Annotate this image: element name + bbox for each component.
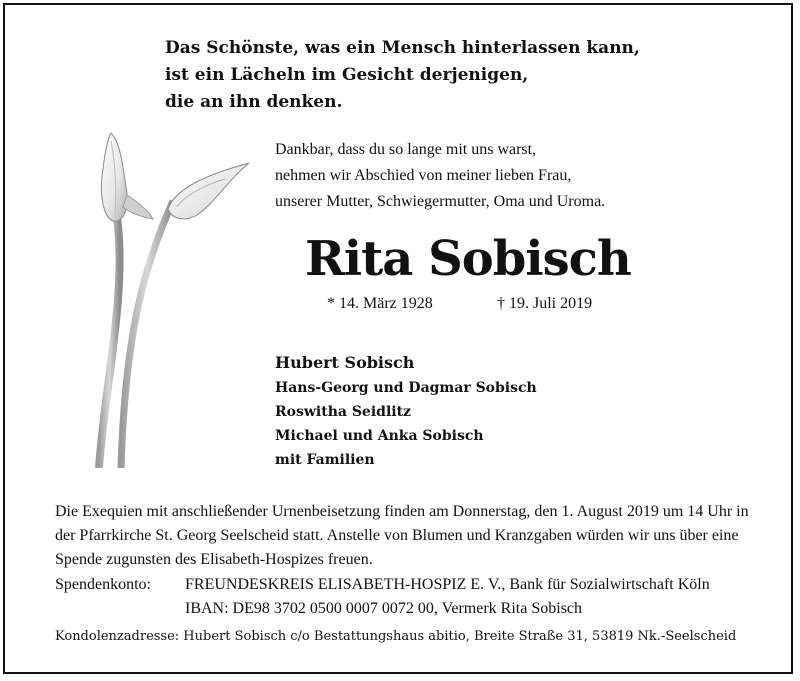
- birth-date: * 14. März 1928: [327, 295, 433, 312]
- donation-iban: IBAN: DE98 3702 0500 0007 0072 00, Vermerk Rita Sobisch: [185, 600, 583, 617]
- quote-line: ist ein Lächeln im Gesicht derjenigen,: [165, 65, 529, 85]
- mourners-list: [275, 350, 537, 472]
- mourner-primary: Hubert Sobisch: [275, 353, 415, 372]
- intro-text: [275, 137, 605, 215]
- donation-label: Spendenkonto:: [55, 576, 151, 593]
- quote-line: die an ihn denken.: [165, 92, 343, 112]
- deceased-name: Rita Sobisch: [305, 231, 631, 287]
- death-date: † 19. Juli 2019: [497, 295, 593, 312]
- condolence-address: Kondolenzadresse: Hubert Sobisch c/o Bestattungshaus abitio, Breite Straße 31, 53819 Nk.-Seelscheid: [55, 629, 737, 644]
- memorial-quote: [165, 35, 640, 116]
- mourner-item: Hans-Georg und Dagmar Sobisch: [275, 380, 537, 396]
- mourner-item: mit Familien: [275, 452, 375, 468]
- mourner-item: Michael und Anka Sobisch: [275, 428, 484, 444]
- calla-lily-icon: [65, 123, 255, 468]
- mourner-item: Roswitha Seidlitz: [275, 404, 411, 420]
- funeral-notice: Die Exequien mit anschließender Urnenbeisetzung finden am Donnerstag, den 1. August 2019 um 14 Uhr in der Pfarrkirche St. Georg Seelscheid statt. Anstelle von Blumen und Kranzgaben würden wir uns über eine Spende zugunsten des Elisabeth-Hospizes freuen.: [55, 503, 749, 568]
- quote-line: Das Schönste, was ein Mensch hinterlassen kann,: [165, 38, 640, 58]
- intro-line: Dankbar, dass du so lange mit uns warst,: [275, 141, 537, 158]
- obituary-card: [3, 3, 793, 674]
- intro-line: unserer Mutter, Schwiegermutter, Oma und Uroma.: [275, 193, 606, 210]
- intro-line: nehmen wir Abschied von meiner lieben Frau,: [275, 167, 572, 184]
- donation-recipient: FREUNDESKREIS ELISABETH-HOSPIZ E. V., Bank für Sozialwirtschaft Köln: [185, 576, 710, 593]
- life-dates: [327, 295, 593, 313]
